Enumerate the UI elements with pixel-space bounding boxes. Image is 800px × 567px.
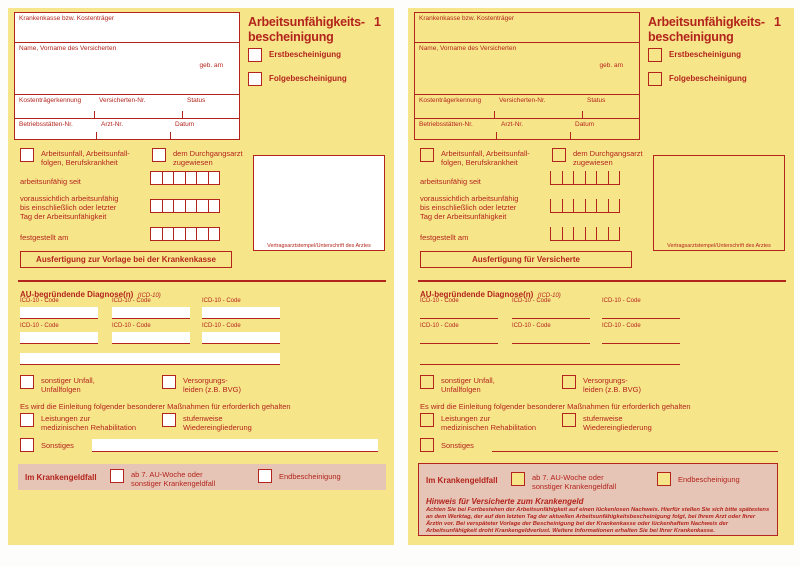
krankenkasse-field[interactable] [415, 13, 639, 43]
diagnose-text-field[interactable] [20, 353, 280, 365]
arbeitsunfaehig-seit-date-field[interactable] [150, 171, 220, 185]
icd-code-label: ICD-10 - Code [112, 298, 151, 304]
festgestellt-am-label: festgestellt am [420, 233, 469, 242]
icd-code-label: ICD-10 - Code [20, 298, 59, 304]
hinweis-title: Hinweis für Versicherte zum Krankengeld [426, 497, 584, 506]
icd-code-label: ICD-10 - Code [602, 298, 641, 304]
erstbescheinigung-group [248, 48, 341, 62]
page-copy-versicherte [408, 8, 794, 545]
arbeitsunfall-label: Arbeitsunfall, Arbeitsunfall- folgen, Berufskrankheit [441, 149, 530, 167]
folgebescheinigung-checkbox[interactable] [248, 72, 262, 86]
icd-code-label: ICD-10 - Code [602, 323, 641, 329]
endbescheinigung-group [258, 469, 341, 483]
icd-code-field[interactable] [112, 332, 190, 344]
section-divider [418, 280, 786, 282]
leistungen-reha-checkbox[interactable] [20, 413, 34, 427]
sonstiges-checkbox[interactable] [420, 438, 434, 452]
durchgangsarzt-checkbox[interactable] [552, 148, 566, 162]
wiedereingliederung-group [562, 413, 652, 432]
erstbescheinigung-checkbox[interactable] [248, 48, 262, 62]
field-divider-tick [96, 132, 97, 139]
sonstiger-unfall-label: sonstiger Unfall, Unfallfolgen [441, 376, 495, 394]
wiedereingliederung-group [162, 413, 252, 432]
icd-code-label: ICD-10 - Code [112, 323, 151, 329]
form-title: Arbeitsunfähigkeits- bescheinigung [648, 15, 765, 44]
copy-banner: Ausfertigung für Versicherte [420, 251, 632, 268]
icd-code-field[interactable] [420, 307, 498, 319]
field-divider-tick [496, 132, 497, 139]
krankengeldfall-label: Im Krankengeldfall [426, 476, 498, 485]
field-divider-tick [582, 111, 583, 118]
arbeitsunfall-checkbox[interactable] [20, 148, 34, 162]
hinweis-body: Achten Sie bei Fortbestehen der Arbeitsunfähigkeit auf einen lückenlosen Nachweis. Hierfür stellen Sie sich bitte spätestens an dem Werktag, der auf den letzten Tag der aktuellen Arbeitsunfähigkeitsbescheinigung folgt, bei Ihrem Arzt oder Ihrer Ärztin vor. Bei verspäteter Vorlage der Bescheinigung bei der Krankenkasse oder lückenhaftem Nachweis der Arbeitsunfähigkeit droht Krankengeldverlust. Weitere Informationen erhalten Sie bei Ihrer Krankenkasse. [426, 507, 770, 534]
sonstiger-unfall-label: sonstiger Unfall, Unfallfolgen [41, 376, 95, 394]
leistungen-reha-label: Leistungen zur medizinischen Rehabilitation [441, 414, 537, 432]
sonstiges-label: Sonstiges [41, 440, 74, 450]
icd-code-label: ICD-10 - Code [512, 323, 551, 329]
section-divider [18, 280, 386, 282]
sonstiges-text-field[interactable] [492, 439, 778, 452]
icd-code-label: ICD-10 - Code [20, 323, 59, 329]
sonstiger-unfall-group [420, 375, 495, 394]
icd-code-field[interactable] [202, 332, 280, 344]
field-divider-tick [494, 111, 495, 118]
icd-code-label: ICD-10 - Code [202, 323, 241, 329]
icd-code-field[interactable] [20, 332, 98, 344]
arzt-nr-row[interactable] [15, 119, 239, 139]
versicherten-nr-label: Versicherten-Nr. [99, 97, 146, 104]
icd-code-label: ICD-10 - Code [202, 298, 241, 304]
arbeitsunfall-label: Arbeitsunfall, Arbeitsunfall- folgen, Berufskrankheit [41, 149, 130, 167]
wiedereingliederung-checkbox[interactable] [562, 413, 576, 427]
icd-code-label: ICD-10 - Code [420, 298, 459, 304]
durchgangsarzt-group [152, 148, 243, 167]
sonstiger-unfall-checkbox[interactable] [420, 375, 434, 389]
icd-code-label: ICD-10 - Code [420, 323, 459, 329]
festgestellt-am-date-field[interactable] [150, 227, 220, 241]
leistungen-reha-label: Leistungen zur medizinischen Rehabilitation [41, 414, 137, 432]
krankenkasse-field[interactable] [15, 13, 239, 43]
arzt-nr-label: Arzt-Nr. [101, 121, 124, 128]
patient-name-label: Name, Vorname des Versicherten [19, 45, 117, 52]
massnahmen-intro: Es wird die Einleitung folgender besonderer Maßnahmen für erforderlich gehalten [20, 402, 291, 411]
sonstiges-text-field[interactable] [92, 439, 378, 452]
patient-name-label: Name, Vorname des Versicherten [419, 45, 517, 52]
voraussichtlich-date-field[interactable] [550, 199, 620, 213]
versicherten-nr-row[interactable] [15, 95, 239, 119]
ab7-au-woche-label: ab 7. AU-Woche oder sonstiger Krankengeldfall [131, 470, 216, 488]
durchgangsarzt-group [552, 148, 643, 167]
festgestellt-am-date-field[interactable] [550, 227, 620, 241]
patient-data-box [14, 12, 240, 140]
endbescheinigung-label: Endbescheinigung [279, 471, 341, 481]
status-label: Status [187, 97, 206, 104]
arbeitsunfall-checkbox[interactable] [420, 148, 434, 162]
page-number: 1 [774, 15, 781, 29]
versicherten-nr-label: Versicherten-Nr. [499, 97, 546, 104]
krankenkasse-label: Krankenkasse bzw. Kostenträger [19, 15, 115, 22]
betriebsstaetten-nr-label: Betriebsstätten-Nr. [419, 121, 473, 128]
arbeitsunfall-group [20, 148, 130, 167]
sonstiger-unfall-checkbox[interactable] [20, 375, 34, 389]
durchgangsarzt-checkbox[interactable] [152, 148, 166, 162]
leistungen-reha-group [420, 413, 536, 432]
versorgungsleiden-checkbox[interactable] [162, 375, 176, 389]
icd10-suffix: (ICD-10) [537, 293, 561, 299]
datum-label: Datum [175, 121, 195, 128]
field-divider-tick [570, 132, 571, 139]
sonstiges-group [420, 438, 474, 452]
erstbescheinigung-group [648, 48, 741, 62]
patient-name-field[interactable] [415, 43, 639, 95]
arztstempel-label: Vertragsarztstempel/Unterschrift des Arztes [667, 242, 771, 249]
copy-banner: Ausfertigung zur Vorlage bei der Krankenkasse [20, 251, 232, 268]
folgebescheinigung-checkbox[interactable] [648, 72, 662, 86]
icd10-suffix: (ICD-10) [137, 293, 161, 299]
icd-code-field[interactable] [512, 332, 590, 344]
datum-label: Datum [575, 121, 595, 128]
voraussichtlich-date-field[interactable] [150, 199, 220, 213]
krankengeldfall-box [418, 463, 778, 536]
wiedereingliederung-label: stufenweise Wiedereingliederung [583, 414, 652, 432]
field-divider-tick [170, 132, 171, 139]
icd-code-field[interactable] [602, 332, 680, 344]
ab7-au-woche-group [110, 469, 215, 488]
massnahmen-intro: Es wird die Einleitung folgender besonderer Maßnahmen für erforderlich gehalten [420, 402, 691, 411]
sonstiges-label: Sonstiges [441, 440, 474, 450]
folgebescheinigung-group [248, 72, 347, 86]
endbescheinigung-checkbox[interactable] [258, 469, 272, 483]
field-divider-tick [182, 111, 183, 118]
arztstempel-box[interactable] [653, 155, 785, 251]
kostentraegerkennung-label: Kostenträgerkennung [19, 97, 82, 104]
erstbescheinigung-checkbox[interactable] [648, 48, 662, 62]
icd-code-field[interactable] [112, 307, 190, 319]
erstbescheinigung-label: Erstbescheinigung [269, 50, 342, 60]
arzt-nr-row[interactable] [415, 119, 639, 139]
leistungen-reha-checkbox[interactable] [420, 413, 434, 427]
ab7-au-woche-label: ab 7. AU-Woche oder sonstiger Krankengeldfall [532, 473, 617, 491]
betriebsstaetten-nr-label: Betriebsstätten-Nr. [19, 121, 73, 128]
icd-code-field[interactable] [20, 307, 98, 319]
icd-code-field[interactable] [512, 307, 590, 319]
field-divider-tick [94, 111, 95, 118]
arbeitsunfaehig-seit-label: arbeitsunfähig seit [20, 177, 81, 186]
arztstempel-box[interactable] [253, 155, 385, 251]
diagnose-header: AU-begründende Diagnose(n) (ICD-10) [20, 290, 161, 299]
form-title: Arbeitsunfähigkeits- bescheinigung [248, 15, 365, 44]
sonstiges-group [20, 438, 74, 452]
erstbescheinigung-label: Erstbescheinigung [669, 50, 742, 60]
durchgangsarzt-label: dem Durchgangsarzt zugewiesen [573, 149, 643, 167]
diagnose-text-field[interactable] [420, 353, 680, 365]
versorgungsleiden-group [562, 375, 641, 394]
diagnose-header: AU-begründende Diagnose(n) (ICD-10) [420, 290, 561, 299]
krankengeldfall-label: Im Krankengeldfall [25, 473, 97, 482]
endbescheinigung-label: Endbescheinigung [678, 474, 740, 484]
versorgungsleiden-label: Versorgungs- leiden (z.B. BVG) [583, 376, 641, 394]
patient-name-field[interactable] [15, 43, 239, 95]
icd-code-label: ICD-10 - Code [512, 298, 551, 304]
endbescheinigung-checkbox[interactable] [657, 472, 671, 486]
endbescheinigung-group [657, 472, 740, 486]
page-number: 1 [374, 15, 381, 29]
folgebescheinigung-label: Folgebescheinigung [669, 74, 747, 84]
ab7-au-woche-group [511, 472, 616, 491]
status-label: Status [587, 97, 606, 104]
geb-am-label: geb. am [599, 62, 623, 69]
krankenkasse-label: Krankenkasse bzw. Kostenträger [419, 15, 515, 22]
versorgungsleiden-group [162, 375, 241, 394]
versicherten-nr-row[interactable] [415, 95, 639, 119]
arbeitsunfall-group [420, 148, 530, 167]
krankengeldfall-band [18, 464, 386, 490]
festgestellt-am-label: festgestellt am [20, 233, 69, 242]
folgebescheinigung-group [648, 72, 747, 86]
icd-code-field[interactable] [602, 307, 680, 319]
arzt-nr-label: Arzt-Nr. [501, 121, 524, 128]
arbeitsunfaehig-seit-label: arbeitsunfähig seit [420, 177, 481, 186]
folgebescheinigung-label: Folgebescheinigung [269, 74, 347, 84]
arztstempel-label: Vertragsarztstempel/Unterschrift des Arztes [267, 242, 371, 249]
page-copy-krankenkasse [8, 8, 394, 545]
wiedereingliederung-label: stufenweise Wiedereingliederung [183, 414, 252, 432]
icd-code-field[interactable] [202, 307, 280, 319]
sonstiger-unfall-group [20, 375, 95, 394]
voraussichtlich-label: voraussichtlich arbeitsunfähig bis einschließlich oder letzter Tag der Arbeitsunfähigkeit [20, 194, 119, 221]
icd-code-field[interactable] [420, 332, 498, 344]
leistungen-reha-group [20, 413, 136, 432]
geb-am-label: geb. am [199, 62, 223, 69]
sonstiges-checkbox[interactable] [20, 438, 34, 452]
arbeitsunfaehig-seit-date-field[interactable] [550, 171, 620, 185]
wiedereingliederung-checkbox[interactable] [162, 413, 176, 427]
patient-data-box [414, 12, 640, 140]
versorgungsleiden-label: Versorgungs- leiden (z.B. BVG) [183, 376, 241, 394]
kostentraegerkennung-label: Kostenträgerkennung [419, 97, 482, 104]
ab7-au-woche-checkbox[interactable] [110, 469, 124, 483]
voraussichtlich-label: voraussichtlich arbeitsunfähig bis einschließlich oder letzter Tag der Arbeitsunfähigkeit [420, 194, 519, 221]
ab7-au-woche-checkbox[interactable] [511, 472, 525, 486]
durchgangsarzt-label: dem Durchgangsarzt zugewiesen [173, 149, 243, 167]
versorgungsleiden-checkbox[interactable] [562, 375, 576, 389]
